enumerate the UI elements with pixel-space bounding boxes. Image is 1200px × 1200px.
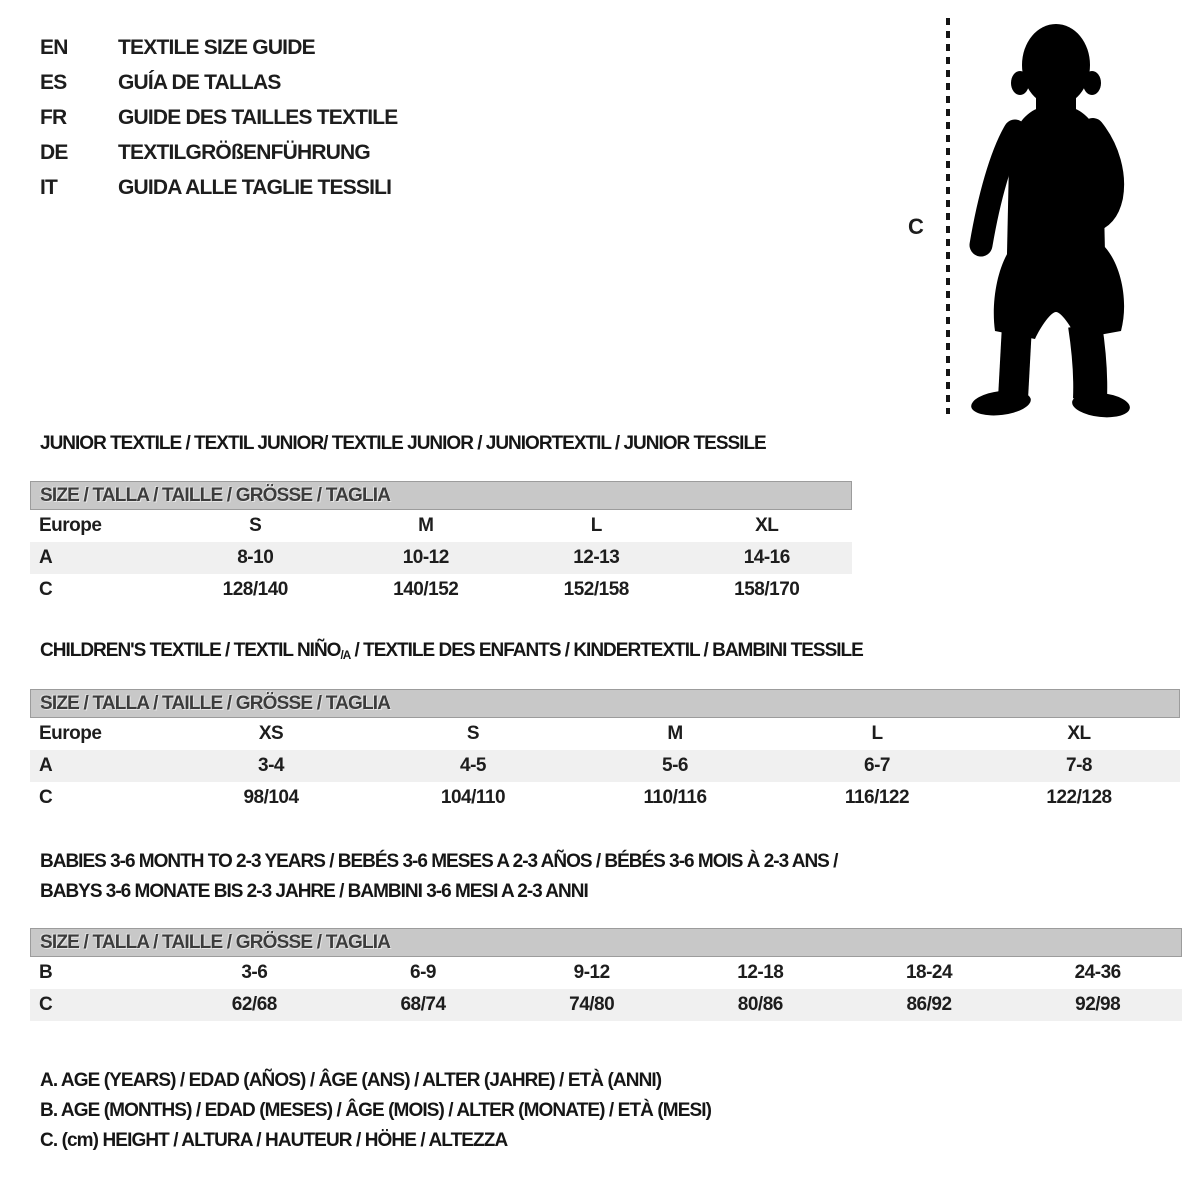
height-cell: 140/152: [393, 579, 459, 600]
size-cell: S: [466, 723, 480, 744]
children-section-title: [40, 640, 863, 667]
size-table-header: SIZE / TALLA / TAILLE / GRÖSSE / TAGLIA: [30, 689, 1180, 718]
height-cell: 128/140: [222, 579, 288, 600]
height-dashed-line: [946, 18, 950, 414]
row-label: A: [39, 547, 53, 568]
age-cell: 12-13: [573, 547, 620, 568]
size-table-header: SIZE / TALLA / TAILLE / GRÖSSE / TAGLIA: [30, 928, 1182, 957]
age-cell: 12-18: [737, 962, 784, 983]
language-code: FR: [40, 105, 67, 129]
age-cell: 3-4: [258, 755, 284, 776]
language-row-es: [40, 65, 397, 100]
babies-title-line1: BABIES 3-6 MONTH TO 2-3 YEARS / BEBÉS 3-6 MESES A 2-3 AÑOS / BÉBÉS 3-6 MOIS À 2-3 ANS /: [40, 851, 838, 872]
age-cell: 6-9: [410, 962, 436, 983]
height-cell: 80/86: [737, 994, 783, 1015]
row-label: C: [39, 994, 53, 1015]
size-table-header: SIZE / TALLA / TAILLE / GRÖSSE / TAGLIA: [30, 481, 852, 510]
junior-size-table: [30, 481, 852, 606]
measurement-legend: [40, 1066, 711, 1156]
age-cell: 6-7: [864, 755, 890, 776]
table-row: [30, 957, 1182, 989]
age-cell: 24-36: [1074, 962, 1121, 983]
row-label: C: [39, 579, 53, 600]
age-cell: 3-6: [241, 962, 268, 983]
language-code: IT: [40, 175, 58, 199]
table-row: [30, 750, 1180, 782]
height-cell: 122/128: [1046, 787, 1112, 808]
table-row: [30, 782, 1180, 814]
height-cell: 68/74: [400, 994, 446, 1015]
height-cell: 116/122: [844, 787, 910, 808]
age-cell: 14-16: [743, 547, 790, 568]
row-label: B: [39, 962, 53, 983]
language-title: GUIDA ALLE TAGLIE TESSILI: [118, 175, 392, 199]
language-title: GUIDE DES TAILLES TEXTILE: [118, 105, 398, 129]
language-row-en: [40, 30, 397, 65]
height-cell: 98/104: [243, 787, 299, 808]
children-title-suffix: / TEXTILE DES ENFANTS / KINDERTEXTIL / BAMBINI TESSILE: [350, 640, 863, 661]
age-cell: 9-12: [573, 962, 610, 983]
legend-line-c: C. (cm) HEIGHT / ALTURA / HAUTEUR / HÖHE / ALTEZZA: [40, 1130, 508, 1151]
language-row-it: [40, 170, 397, 205]
height-measure-label: C: [908, 214, 924, 239]
height-cell: 110/116: [643, 787, 707, 808]
age-cell: 8-10: [237, 547, 274, 568]
table-row: [30, 718, 1180, 750]
size-cell: M: [418, 515, 434, 536]
size-cell: XL: [755, 515, 779, 536]
children-title-subscript: /A: [340, 648, 351, 662]
row-label: Europe: [39, 515, 102, 536]
age-cell: 4-5: [460, 755, 486, 776]
babies-section-title: [40, 847, 837, 907]
age-cell: 18-24: [905, 962, 953, 983]
table-row: [30, 989, 1182, 1021]
language-code: DE: [40, 140, 68, 164]
size-cell: S: [249, 515, 262, 536]
toddler-silhouette-icon: [963, 13, 1138, 423]
junior-section-title: JUNIOR TEXTILE / TEXTIL JUNIOR/ TEXTILE JUNIOR / JUNIORTEXTIL / JUNIOR TESSILE: [40, 433, 766, 454]
size-cell: M: [667, 723, 683, 744]
height-cell: 152/158: [563, 579, 629, 600]
height-cell: 74/80: [569, 994, 615, 1015]
language-title: TEXTILGRÖßENFÜHRUNG: [118, 140, 370, 164]
row-label: A: [39, 755, 53, 776]
children-size-table: [30, 689, 1180, 814]
language-title: GUÍA DE TALLAS: [118, 70, 281, 94]
language-row-fr: [40, 100, 397, 135]
language-code: EN: [40, 35, 68, 59]
babies-size-table: [30, 928, 1182, 1021]
table-row: [30, 510, 852, 542]
height-cell: 104/110: [440, 787, 506, 808]
legend-line-a: A. AGE (YEARS) / EDAD (AÑOS) / ÂGE (ANS) / ALTER (JAHRE) / ETÀ (ANNI): [40, 1070, 662, 1091]
height-cell: 62/68: [231, 994, 277, 1015]
table-row: [30, 574, 852, 606]
language-row-de: [40, 135, 397, 170]
size-cell: L: [871, 723, 883, 744]
size-cell: XL: [1067, 723, 1091, 744]
height-cell: 158/170: [734, 579, 800, 600]
size-cell: XS: [258, 723, 284, 744]
row-label: Europe: [39, 723, 102, 744]
age-cell: 10-12: [402, 547, 449, 568]
language-list: [40, 30, 397, 205]
children-title-prefix: CHILDREN'S TEXTILE / TEXTIL NIÑO: [40, 640, 341, 661]
row-label: C: [39, 787, 53, 808]
language-title: TEXTILE SIZE GUIDE: [118, 35, 315, 59]
height-cell: 86/92: [906, 994, 952, 1015]
age-cell: 7-8: [1066, 755, 1092, 776]
table-row: [30, 542, 852, 574]
age-cell: 5-6: [662, 755, 688, 776]
legend-line-b: B. AGE (MONTHS) / EDAD (MESES) / ÂGE (MOIS) / ALTER (MONATE) / ETÀ (MESI): [40, 1100, 712, 1121]
height-cell: 92/98: [1075, 994, 1121, 1015]
babies-title-line2: BABYS 3-6 MONATE BIS 2-3 JAHRE / BAMBINI 3-6 MESI A 2-3 ANNI: [40, 881, 588, 902]
size-cell: L: [590, 515, 602, 536]
language-code: ES: [40, 70, 67, 94]
